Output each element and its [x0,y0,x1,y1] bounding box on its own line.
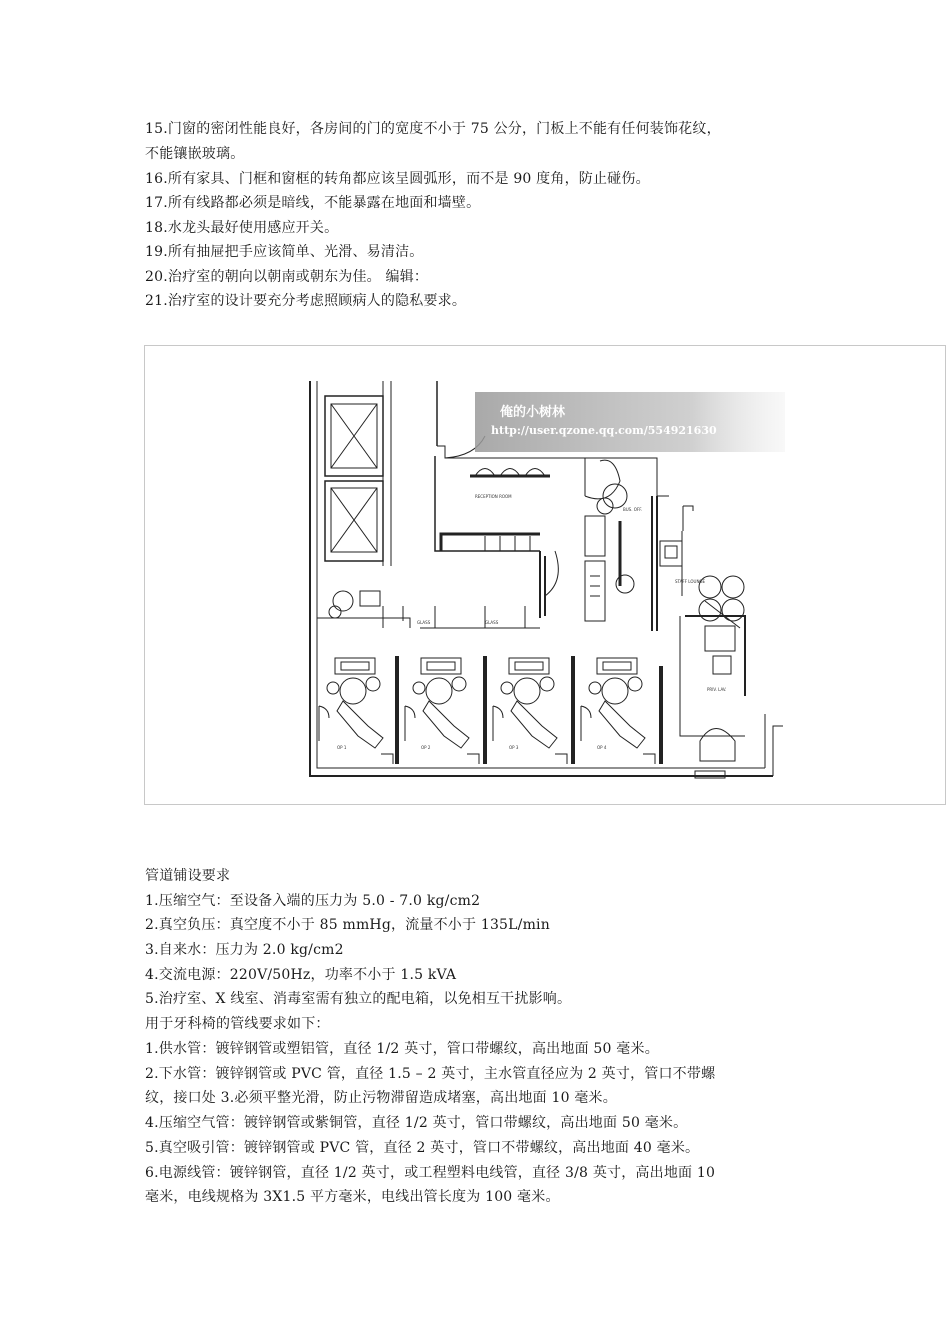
list-item: 用于牙科椅的管线要求如下： [145,1016,330,1032]
label-op-4: OP 4 [597,745,607,750]
list-item: 17.所有线路都必须是暗线，不能暴露在地面和墙壁。 [145,195,481,211]
label-glass-1: GLASS [417,620,431,625]
list-item: 1.压缩空气：至设备入端的压力为 5.0 - 7.0 kg/cm2 [145,893,481,909]
watermark-banner [475,392,785,452]
list-item: 19.所有抽屉把手应该简单、光滑、易清洁。 [145,244,424,260]
list-item: 2.真空负压：真空度不小于 85 mmHg，流量不小于 135L/min [145,917,550,933]
list-item: 6.电源线管：镀锌钢管，直径 1/2 英寸，或工程塑料电线管，直径 3/8 英寸，高出地面 10 [145,1165,716,1181]
list-item: 21.治疗室的设计要充分考虑照顾病人的隐私要求。 [145,293,467,309]
list-item: 2.下水管：镀锌钢管或 PVC 管，直径 1.5 – 2 英寸，主水管直径应为 2 英寸，管口不带螺 [145,1066,716,1082]
list-item: 1.供水管：镀锌钢管或塑铝管，直径 1/2 英寸，管口带螺纹，高出地面 50 毫米。 [145,1041,659,1057]
label-bus-off: BUS. OFF. [623,507,643,512]
operatory-2 [405,658,479,764]
label-op-3: OP 3 [509,745,519,750]
list-item: 3.自来水：压力为 2.0 kg/cm2 [145,942,344,958]
list-item: 纹，接口处 3.必须平整光滑，防止污物滞留造成堵塞，高出地面 10 毫米。 [145,1090,617,1106]
list-item: 4.交流电源：220V/50Hz，功率不小于 1.5 kVA [145,967,457,983]
label-reception: RECEPTION ROOM [475,494,512,499]
operatory-3 [493,658,567,764]
list-item: 不能镶嵌玻璃。 [145,146,245,162]
watermark-url: http://user.qzone.qq.com/554921630 [491,424,717,437]
operatory-4 [581,658,655,764]
floorplan-drawing [145,346,945,804]
label-priv-lav: PRIV. LAV. [707,687,727,692]
list-item: 20.治疗室的朝向以朝南或朝东为佳。 编辑： [145,269,429,285]
label-glass-2: GLASS [485,620,499,625]
label-staff-lounge: STAFF LOUNGE [675,579,706,584]
section-title: 管道铺设要求 [145,868,231,884]
floorplan-figure [144,345,946,805]
list-item: 18.水龙头最好使用感应开关。 [145,220,339,236]
list-item: 15.门窗的密闭性能良好，各房间的门的宽度不小于 75 公分，门板上不能有任何装饰花纹， [145,121,721,137]
list-item: 5.真空吸引管：镀锌钢管或 PVC 管，直径 2 英寸，管口不带螺纹，高出地面 40 毫米。 [145,1140,700,1156]
list-item: 毫米，电线规格为 3X1.5 平方毫米，电线出管长度为 100 毫米。 [145,1189,560,1205]
operatory-1 [319,658,393,764]
list-item: 4.压缩空气管：镀锌钢管或紫铜管，直径 1/2 英寸，管口带螺纹，高出地面 50 毫米。 [145,1115,688,1131]
label-op-2: OP 2 [421,745,431,750]
list-item: 5.治疗室、X 线室、消毒室需有独立的配电箱，以免相互干扰影响。 [145,991,572,1007]
watermark-title: 俺的小树林 [500,405,566,420]
label-op-1: OP 1 [337,745,347,750]
list-item: 16.所有家具、门框和窗框的转角都应该呈圆弧形，而不是 90 度角，防止碰伤。 [145,171,650,187]
